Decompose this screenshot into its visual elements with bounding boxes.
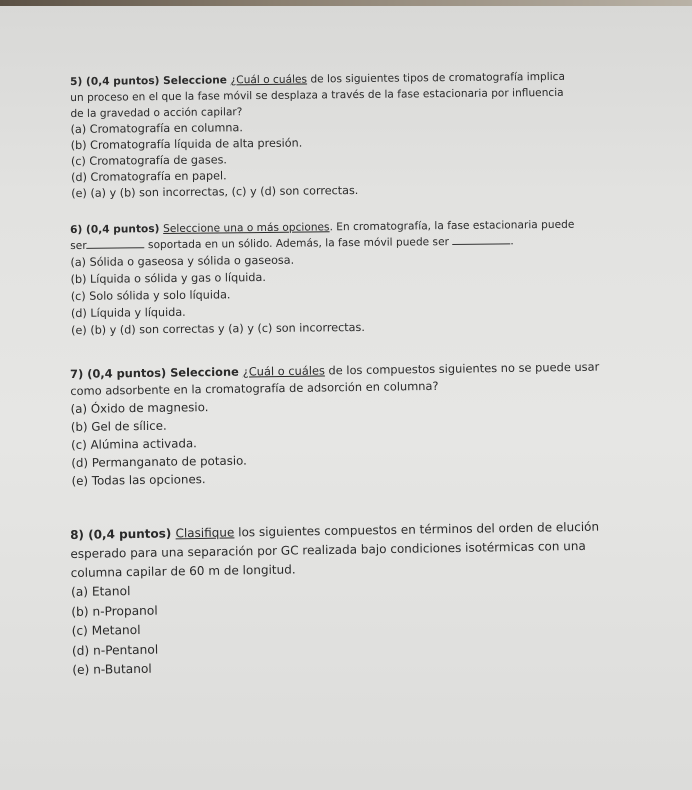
q5-option-e: (e) (a) y (b) son incorrectas, (c) y (d) son correctas. xyxy=(71,183,359,200)
q6-option-b: (b) Líquida o sólida y gas o líquida. xyxy=(70,270,266,286)
q6-option-d: (d) Líquida y líquida. xyxy=(70,305,186,320)
q8-option-e: (e) n-Butanol xyxy=(72,661,152,677)
q6-underlined: Seleccione una o más opciones xyxy=(163,221,330,236)
q6-option-c: (c) Solo sólida y solo líquida. xyxy=(70,288,231,303)
q5-underlined: ¿Cuál o cuáles xyxy=(230,73,308,87)
q7-lead: 7) (0,4 puntos) Seleccione xyxy=(70,364,243,381)
q6-line2-c: . xyxy=(510,235,514,248)
q8-line1-rest: los siguientes compuestos en términos del orden de elución xyxy=(234,519,600,540)
q7-option-e: (e) Todas las opciones. xyxy=(71,472,206,488)
question-8-line-3: columna capilar de 60 m de longitud. xyxy=(70,562,296,580)
q5-option-b: (b) Cromatografía líquida de alta presión. xyxy=(70,136,303,152)
q6-blank-2 xyxy=(452,233,510,245)
question-5-line-2: un proceso en el que la fase móvil se desplaza a través de la fase estacionaria por influencia xyxy=(70,86,564,104)
q6-line1-rest: . En cromatografía, la fase estacionaria puede xyxy=(329,218,575,234)
question-7-line-2: como adsorbente en la cromatografía de adsorción en columna? xyxy=(70,378,439,398)
q6-lead: 6) (0,4 puntos) xyxy=(70,223,164,236)
q8-option-b: (b) n-Propanol xyxy=(71,603,158,619)
question-8 xyxy=(70,517,664,681)
q5-option-d: (d) Cromatografía en papel. xyxy=(71,169,227,184)
q8-option-d: (d) n-Pentanol xyxy=(71,642,159,658)
question-5 xyxy=(70,68,663,202)
q5-lead: 5) (0,4 puntos) Seleccione xyxy=(70,74,231,88)
question-5-line-3: de la gravedad o acción capilar? xyxy=(70,106,243,120)
q8-lead: 8) (0,4 puntos) xyxy=(70,526,176,542)
q7-option-b: (b) Gel de sílice. xyxy=(70,418,167,434)
q8-option-c: (c) Metanol xyxy=(71,622,141,638)
q8-option-a: (a) Etanol xyxy=(70,584,131,599)
top-shadow-band xyxy=(0,0,692,6)
q7-line1-rest: de los compuestos siguientes no se puede usar xyxy=(324,359,600,378)
q6-option-e: (e) (b) y (d) son correctas y (a) y (c) son incorrectas. xyxy=(71,320,365,337)
q7-option-d: (d) Permanganato de potasio. xyxy=(71,453,247,470)
q7-option-a: (a) Óxido de magnesio. xyxy=(70,400,209,416)
q7-option-c: (c) Alúmina activada. xyxy=(71,436,197,452)
q7-underlined: ¿Cuál o cuáles xyxy=(242,363,325,379)
question-6 xyxy=(70,216,663,339)
question-8-line-2: esperado para una separación por GC realizada bajo condiciones isotérmicas con una xyxy=(70,538,586,561)
q6-line2-b: soportada en un sólido. Además, la fase móvil puede ser xyxy=(147,236,449,252)
q5-option-a: (a) Cromatografía en columna. xyxy=(70,121,243,136)
q6-option-a: (a) Sólida o gaseosa y sólida o gaseosa. xyxy=(70,253,295,269)
q5-line1-rest: de los siguientes tipos de cromatografía implica xyxy=(306,70,565,86)
q6-blank-1 xyxy=(87,237,145,249)
question-7 xyxy=(70,358,664,490)
q8-underlined: Clasifique xyxy=(175,525,235,541)
q6-line2-a: ser xyxy=(70,239,87,252)
q5-option-c: (c) Cromatografía de gases. xyxy=(70,153,228,168)
